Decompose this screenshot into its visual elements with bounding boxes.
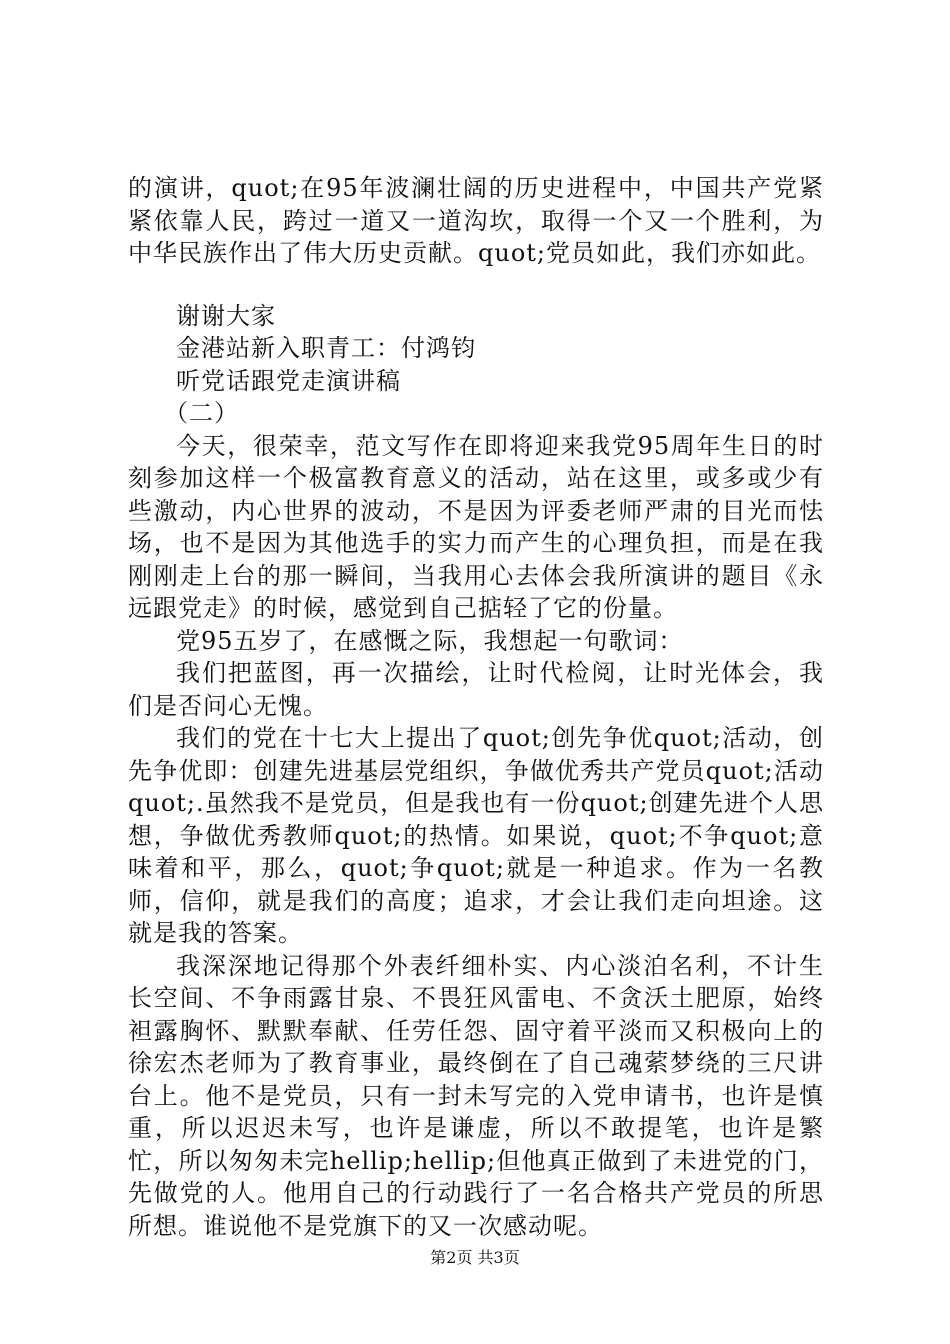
paragraph: 我深深地记得那个外表纤细朴实、内心淡泊名利，不计生长空间、不争雨露甘泉、不畏狂风雷电、不贪沃土肥原，始终袒露胸怀、默默奉献、任劳任怨、固守着平淡而又积极向上的徐宏杰老师为了教育事业，最终倒在了自己魂萦梦绕的三尺讲台上。他不是党员，只有一封未写完的入党申请书，也许是慎重，所以迟迟未写，也许是谦虚，所以不敢提笔，也许是繁忙，所以匆匆未完hellip;hellip;但他真正做到了未进党的门，先做党的人。他用自己的行动践行了一名合格共产党员的所思所想。谁说他不是党旗下的又一次感动呢。 <box>128 951 824 1240</box>
paragraph: 我们把蓝图，再一次描绘，让时代检阅，让时光体会，我们是否问心无愧。 <box>128 659 824 720</box>
section-number: （二） <box>164 399 239 427</box>
author-line: 金港站新入职青工：付鸿钧 <box>176 334 476 362</box>
speech-title: 听党话跟党走演讲稿 <box>176 366 401 395</box>
paragraph: 今天，很荣幸，范文写作在即将迎来我党95周年生日的时刻参加这样一个极富教育意义的活动，站在这里，或多或少有些激动，内心世界的波动，不是因为评委老师严肃的目光而怯场，也不是因为其他选手的实力而产生的心理负担，而是在我刚刚走上台的那一瞬间，当我用心去体会我所演讲的题目《永远跟党走》的时候，感觉到自己掂轻了它的份量。 <box>128 431 824 622</box>
closing-line: 谢谢大家 <box>176 301 276 330</box>
document-body <box>128 172 824 1242</box>
paragraph-continued: 的演讲，quot;在95年波澜壮阔的历史进程中，中国共产党紧紧依靠人民，跨过一道又一道沟坎，取得一个又一个胜利，为中华民族作出了伟大历史贡献。quot;党员如此，我们亦如此。 <box>128 174 824 267</box>
paragraph: 我们的党在十七大上提出了quot;创先争优quot;活动，创先争优即：创建先进基层党组织，争做优秀共产党员quot;活动quot;.虽然我不是党员，但是我也有一份quot;创建先进个人思想，争做优秀教师quot;的热情。如果说，quot;不争quot;意味着和平，那么，quot;争quot;就是一种追求。作为一名教师，信仰，就是我们的高度；追求，才会让我们走向坦途。这就是我的答案。 <box>128 724 824 947</box>
page-footer: 第2页 共3页 <box>430 1248 520 1267</box>
paragraph-gap <box>128 270 824 300</box>
paragraph: 党95五岁了，在感慨之际，我想起一句歌词： <box>176 626 684 655</box>
